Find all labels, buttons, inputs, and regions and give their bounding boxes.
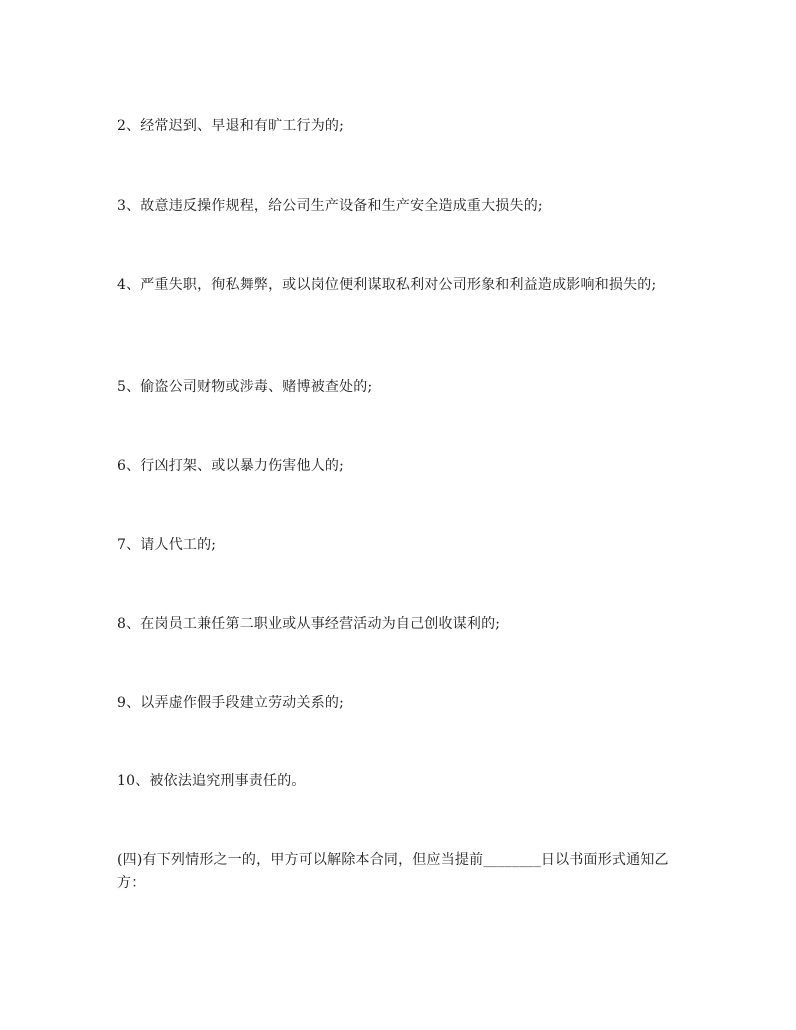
- clause-item-3: 3、故意违反操作规程，给公司生产设备和生产安全造成重大损失的;: [117, 198, 543, 214]
- clause-item-9: 9、以弄虚作假手段建立劳动关系的;: [117, 695, 345, 711]
- clause-item-7: 7、请人代工的;: [117, 537, 217, 553]
- clause-item-4: 4、严重失职，徇私舞弊，或以岗位便利谋取私利对公司形象和利益造成影响和损失的;: [117, 277, 657, 293]
- clause-item-10: 10、被依法追究刑事责任的。: [117, 773, 306, 789]
- clause-item-5: 5、偷盗公司财物或涉毒、赌博被查处的;: [117, 379, 373, 395]
- clause-item-2: 2、经常迟到、早退和有旷工行为的;: [117, 118, 345, 134]
- clause-item-8: 8、在岗员工兼任第二职业或从事经营活动为自己创收谋利的;: [117, 616, 501, 632]
- clause-item-6: 6、行凶打架、或以暴力伤害他人的;: [117, 458, 345, 474]
- section-four-heading: (四)有下列情形之一的，甲方可以解除本合同，但应当提前________日以书面形式通知乙方：: [117, 852, 669, 891]
